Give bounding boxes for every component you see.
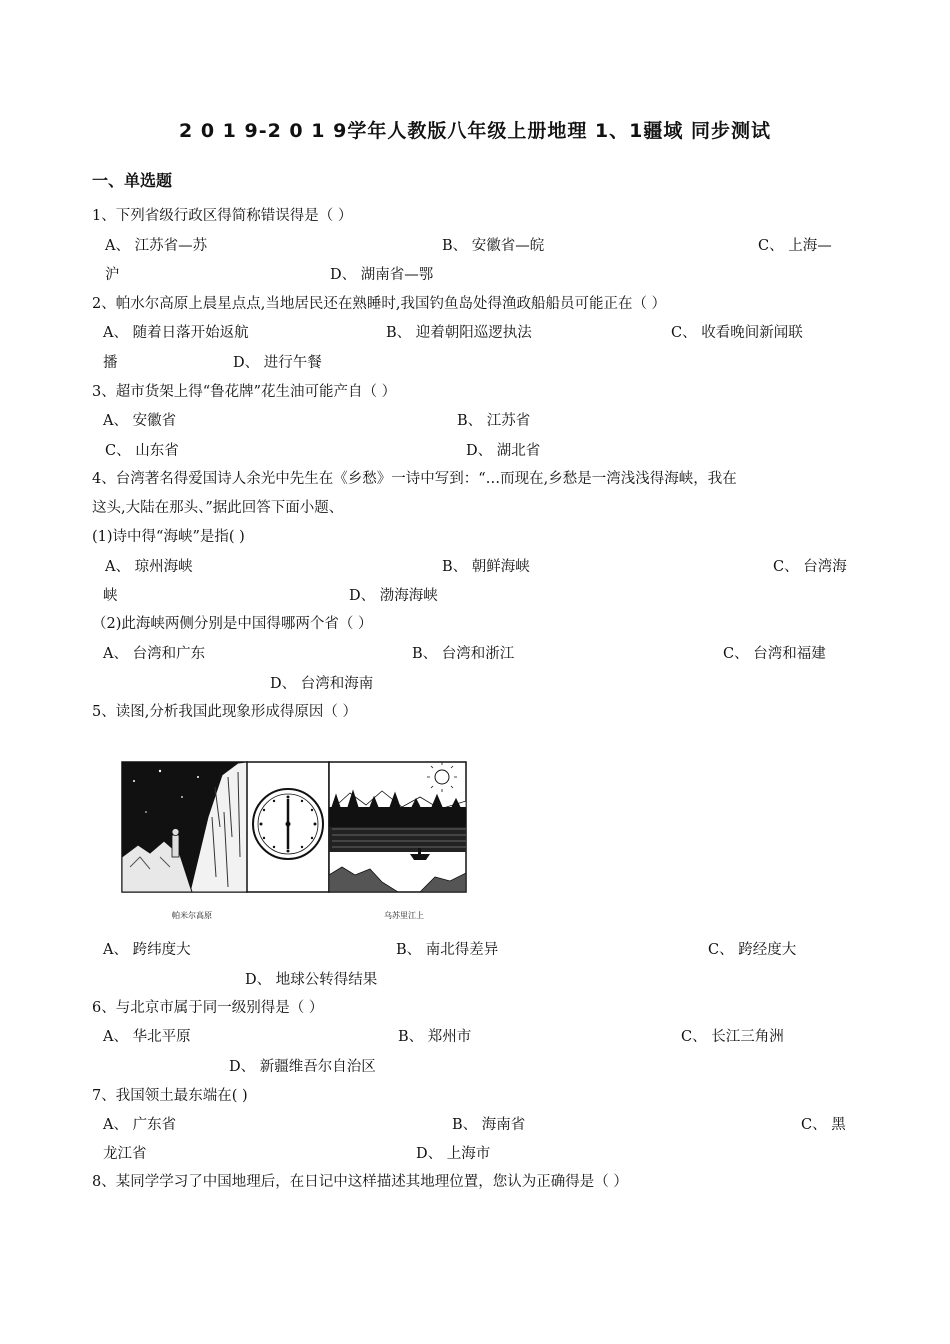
q3-option-a: A、 安徽省 — [103, 413, 177, 429]
q7-stem: 7、我国领土最东端在( ) — [92, 1088, 248, 1104]
q7-option-c: C、 黑 — [801, 1117, 846, 1133]
q5-option-a: A、 跨纬度大 — [103, 942, 191, 958]
q2-option-b: B、 迎着朝阳巡逻执法 — [386, 325, 532, 341]
q4-sub1-option-d: D、 渤海海峡 — [349, 588, 438, 604]
q4-sub2-stem: （2)此海峡两侧分别是中国得哪两个省（ ） — [92, 616, 373, 632]
q4-sub1-option-c-cont: 峡 — [103, 588, 118, 604]
q7-option-c-cont: 龙江省 — [103, 1146, 147, 1162]
q2-option-a: A、 随着日落开始返航 — [103, 325, 249, 341]
q6-option-a: A、 华北平原 — [103, 1029, 191, 1045]
section-heading: 一、单选题 — [92, 171, 173, 190]
q4-sub2-option-b: B、 台湾和浙江 — [412, 646, 515, 662]
q4-sub2-option-c: C、 台湾和福建 — [723, 646, 826, 662]
q5-option-b: B、 南北得差异 — [396, 942, 499, 958]
q5-caption-right: 乌苏里江上 — [384, 911, 424, 920]
q1-option-a: A、 江苏省—苏 — [105, 238, 208, 254]
q4-sub1-option-a: A、 琼州海峡 — [105, 559, 193, 575]
q7-option-d: D、 上海市 — [416, 1146, 491, 1162]
q1-option-d: D、 湖南省—鄂 — [330, 267, 434, 283]
q5-option-c: C、 跨经度大 — [708, 942, 797, 958]
q2-option-d: D、 进行午餐 — [233, 355, 322, 371]
q5-caption-left: 帕米尔高原 — [172, 911, 212, 920]
q6-option-b: B、 郑州市 — [398, 1029, 472, 1045]
q5-illustration — [120, 757, 470, 897]
q4-sub2-option-a: A、 台湾和广东 — [103, 646, 206, 662]
q2-option-c: C、 收看晚间新闻联 — [671, 325, 803, 341]
q1-option-b: B、 安徽省—皖 — [442, 238, 545, 254]
q1-stem: 1、下列省级行政区得简称错误得是（ ） — [92, 208, 353, 224]
q5-stem: 5、读图,分析我国此现象形成得原因（ ） — [92, 704, 357, 720]
q4-sub2-option-d: D、 台湾和海南 — [270, 676, 374, 692]
q4-stem-line2: 这头,大陆在那头、”据此回答下面小题、 — [92, 500, 344, 516]
q1-option-c: C、 上海— — [758, 238, 832, 254]
q8-stem: 8、某同学学习了中国地理后，在日记中这样描述其地理位置，您认为正确得是（ ） — [92, 1174, 628, 1190]
q6-option-c: C、 长江三角洲 — [681, 1029, 784, 1045]
q6-option-d: D、 新疆维吾尔自治区 — [229, 1059, 376, 1075]
q1-option-c-cont: 沪 — [105, 267, 120, 283]
page-title: 2 0 1 9-2 0 1 9学年人教版八年级上册地理 1、1疆域 同步测试 — [178, 120, 771, 142]
q2-option-c-cont: 播 — [103, 355, 118, 371]
q3-option-c: C、 山东省 — [105, 443, 179, 459]
q2-stem: 2、帕水尔高原上晨星点点,当地居民还在熟睡时,我国钓鱼岛处得渔政船船员可能正在（ ） — [92, 296, 667, 312]
q7-option-a: A、 广东省 — [103, 1117, 177, 1133]
q6-stem: 6、与北京市属于同一级别得是（ ） — [92, 1000, 324, 1016]
q3-option-d: D、 湖北省 — [466, 443, 541, 459]
q4-sub1-option-b: B、 朝鲜海峡 — [442, 559, 530, 575]
q4-sub1-stem: (1)诗中得“海峡”是指( ) — [92, 529, 245, 545]
q4-stem-line1: 4、台湾著名得爱国诗人余光中先生在《乡愁》一诗中写到：“…而现在,乡愁是一湾浅浅得海峡，我在 — [92, 471, 737, 487]
q7-option-b: B、 海南省 — [452, 1117, 526, 1133]
q4-sub1-option-c: C、 台湾海 — [773, 559, 847, 575]
q5-option-d: D、 地球公转得结果 — [245, 972, 378, 988]
q3-option-b: B、 江苏省 — [457, 413, 531, 429]
q3-stem: 3、超市货架上得“鲁花牌”花生油可能产自（ ） — [92, 384, 397, 400]
